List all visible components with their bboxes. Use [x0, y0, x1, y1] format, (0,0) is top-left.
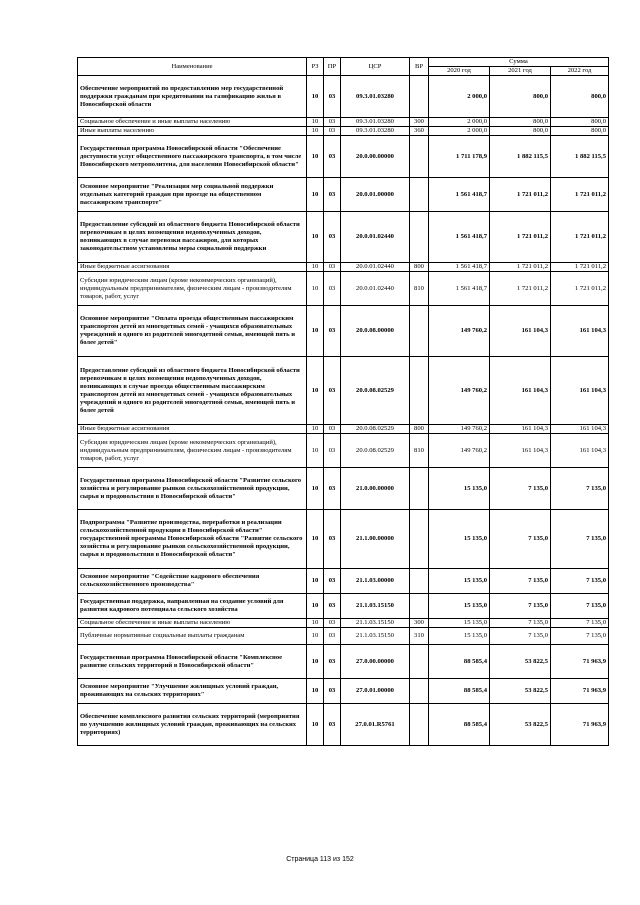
cell-name: Обеспечение мероприятий по предоставлению мер государственной поддержки гражданам при кредитовании на газификацию жилья в Новосибирской области — [78, 76, 307, 118]
cell-2021: 161 104,3 — [490, 434, 551, 468]
cell-2022: 161 104,3 — [551, 306, 609, 357]
cell-2021: 800,0 — [490, 76, 551, 118]
cell-csr: 20.0.01.02440 — [341, 212, 410, 263]
cell-rz: 10 — [307, 468, 324, 510]
cell-vr — [410, 306, 429, 357]
cell-2021: 161 104,3 — [490, 425, 551, 434]
table-row — [78, 127, 609, 136]
cell-csr: 20.0.01.00000 — [341, 178, 410, 212]
cell-2021: 800,0 — [490, 118, 551, 127]
cell-vr: 300 — [410, 619, 429, 628]
cell-2020: 1 561 418,7 — [429, 263, 490, 272]
cell-csr: 20.0.00.00000 — [341, 136, 410, 178]
cell-2022: 800,0 — [551, 76, 609, 118]
cell-rz: 10 — [307, 704, 324, 746]
table-row — [78, 357, 609, 425]
header-name: Наименование — [78, 58, 307, 76]
cell-2021: 7 135,0 — [490, 569, 551, 594]
cell-csr: 21.1.03.15150 — [341, 628, 410, 645]
cell-2022: 800,0 — [551, 118, 609, 127]
cell-vr: 810 — [410, 434, 429, 468]
cell-name: Иные бюджетные ассигнования — [78, 263, 307, 272]
table-row — [78, 468, 609, 510]
cell-name: Иные бюджетные ассигнования — [78, 425, 307, 434]
table-row — [78, 704, 609, 746]
cell-rz: 10 — [307, 569, 324, 594]
cell-2022: 7 135,0 — [551, 628, 609, 645]
cell-name: Субсидии юридическим лицам (кроме некоммерческих организаций), индивидуальным предпринимателям, физическим лицам - производителям товаров, работ, услуг — [78, 272, 307, 306]
cell-pr: 03 — [324, 136, 341, 178]
cell-vr — [410, 468, 429, 510]
header-sum: Сумма — [429, 58, 609, 67]
cell-2020: 149 760,2 — [429, 357, 490, 425]
cell-2021: 7 135,0 — [490, 628, 551, 645]
cell-csr: 09.3.01.03280 — [341, 118, 410, 127]
cell-rz: 10 — [307, 118, 324, 127]
cell-2020: 15 135,0 — [429, 468, 490, 510]
table-row — [78, 272, 609, 306]
cell-pr: 03 — [324, 357, 341, 425]
cell-pr: 03 — [324, 569, 341, 594]
cell-rz: 10 — [307, 679, 324, 704]
cell-csr: 20.0.08.00000 — [341, 306, 410, 357]
table-row — [78, 212, 609, 263]
cell-2020: 15 135,0 — [429, 594, 490, 619]
table-row — [78, 306, 609, 357]
cell-2021: 7 135,0 — [490, 468, 551, 510]
cell-name: Подпрограмма "Развитие производства, переработки и реализации сельскохозяйственной продукции в Новосибирской области" государственной программы Новосибирской области "Развитие сельского хозяйства и регулирование рынков сельскохозяйственной продукции, сырья и продовольствия в Новосибирской области" — [78, 510, 307, 569]
cell-2020: 88 585,4 — [429, 679, 490, 704]
cell-2022: 7 135,0 — [551, 569, 609, 594]
cell-2022: 161 104,3 — [551, 357, 609, 425]
cell-2022: 7 135,0 — [551, 468, 609, 510]
cell-2020: 15 135,0 — [429, 569, 490, 594]
cell-2020: 149 760,2 — [429, 425, 490, 434]
cell-vr — [410, 679, 429, 704]
cell-csr: 21.1.00.00000 — [341, 510, 410, 569]
cell-2020: 15 135,0 — [429, 628, 490, 645]
cell-csr: 27.0.01.R5761 — [341, 704, 410, 746]
cell-pr: 03 — [324, 263, 341, 272]
cell-rz: 10 — [307, 645, 324, 679]
cell-2021: 1 882 115,5 — [490, 136, 551, 178]
cell-csr: 20.0.01.02440 — [341, 263, 410, 272]
table-row — [78, 594, 609, 619]
cell-csr: 09.3.01.03280 — [341, 76, 410, 118]
cell-2022: 1 721 011,2 — [551, 178, 609, 212]
table-row — [78, 178, 609, 212]
table-row — [78, 76, 609, 118]
cell-2020: 2 000,0 — [429, 76, 490, 118]
cell-2022: 1 721 011,2 — [551, 263, 609, 272]
cell-2022: 7 135,0 — [551, 510, 609, 569]
cell-pr: 03 — [324, 76, 341, 118]
cell-2022: 1 882 115,5 — [551, 136, 609, 178]
cell-2020: 1 561 418,7 — [429, 212, 490, 263]
cell-2022: 71 963,9 — [551, 704, 609, 746]
cell-pr: 03 — [324, 645, 341, 679]
cell-vr: 300 — [410, 118, 429, 127]
cell-name: Иные выплаты населению — [78, 127, 307, 136]
cell-vr: 810 — [410, 272, 429, 306]
cell-2021: 7 135,0 — [490, 619, 551, 628]
cell-2021: 800,0 — [490, 127, 551, 136]
cell-csr: 21.0.00.00000 — [341, 468, 410, 510]
cell-rz: 10 — [307, 212, 324, 263]
cell-2020: 2 000,0 — [429, 118, 490, 127]
cell-rz: 10 — [307, 263, 324, 272]
table-row — [78, 425, 609, 434]
table-row — [78, 679, 609, 704]
cell-vr — [410, 178, 429, 212]
cell-2022: 1 721 011,2 — [551, 272, 609, 306]
cell-name: Основное мероприятие "Содействие кадрового обеспечения сельскохозяйственного производства" — [78, 569, 307, 594]
cell-vr: 310 — [410, 628, 429, 645]
cell-rz: 10 — [307, 628, 324, 645]
cell-csr: 20.0.08.02529 — [341, 357, 410, 425]
table-row — [78, 510, 609, 569]
cell-pr: 03 — [324, 468, 341, 510]
cell-name: Предоставление субсидий из областного бюджета Новосибирской области перевозчикам в целях возмещения недополученных доходов, возникающих в случае проезда общественным пассажирским транспортом детей из многодетных семей - учащихся образовательных учреждений и одного из родителей многодетной семьи, имеющей пять и более детей — [78, 357, 307, 425]
cell-2021: 1 721 011,2 — [490, 272, 551, 306]
header-csr: ЦСР — [341, 58, 410, 76]
cell-csr: 27.0.00.00000 — [341, 645, 410, 679]
table-body — [78, 76, 609, 746]
cell-2022: 161 104,3 — [551, 425, 609, 434]
cell-2020: 1 711 178,9 — [429, 136, 490, 178]
cell-name: Основное мероприятие "Улучшение жилищных условий граждан, проживающих на сельских территориях" — [78, 679, 307, 704]
header-2020: 2020 год — [429, 67, 490, 76]
cell-pr: 03 — [324, 434, 341, 468]
cell-pr: 03 — [324, 704, 341, 746]
cell-pr: 03 — [324, 118, 341, 127]
table-row — [78, 569, 609, 594]
cell-2020: 88 585,4 — [429, 704, 490, 746]
cell-vr — [410, 212, 429, 263]
cell-csr: 21.1.03.15150 — [341, 619, 410, 628]
cell-2022: 71 963,9 — [551, 645, 609, 679]
cell-csr: 20.0.08.02529 — [341, 425, 410, 434]
cell-vr — [410, 704, 429, 746]
cell-2021: 1 721 011,2 — [490, 212, 551, 263]
header-2022: 2022 год — [551, 67, 609, 76]
cell-csr: 27.0.01.00000 — [341, 679, 410, 704]
cell-vr: 800 — [410, 425, 429, 434]
cell-2022: 71 963,9 — [551, 679, 609, 704]
cell-csr: 09.3.01.03280 — [341, 127, 410, 136]
cell-rz: 10 — [307, 178, 324, 212]
table-row — [78, 263, 609, 272]
cell-rz: 10 — [307, 272, 324, 306]
cell-2020: 149 760,2 — [429, 434, 490, 468]
cell-rz: 10 — [307, 76, 324, 118]
cell-vr — [410, 510, 429, 569]
cell-name: Основное мероприятие "Реализация мер социальной поддержки отдельных категорий граждан при проезде на общественном пассажирском транспорте" — [78, 178, 307, 212]
cell-name: Государственная программа Новосибирской области "Обеспечение доступности услуг общественного пассажирского транспорта, в том числе Новосибирского метрополитена, для населения Новосибирской области" — [78, 136, 307, 178]
cell-name: Государственная поддержка, направленная на создание условий для развития кадрового потенциала сельского хозяйства — [78, 594, 307, 619]
cell-2021: 53 822,5 — [490, 645, 551, 679]
cell-2021: 53 822,5 — [490, 704, 551, 746]
cell-name: Обеспечение комплексного развития сельских территорий (мероприятия по улучшению жилищных условий граждан, проживающих на сельских территориях) — [78, 704, 307, 746]
cell-name: Публичные нормативные социальные выплаты гражданам — [78, 628, 307, 645]
header-vr: ВР — [410, 58, 429, 76]
cell-2022: 7 135,0 — [551, 619, 609, 628]
cell-vr — [410, 594, 429, 619]
cell-pr: 03 — [324, 425, 341, 434]
cell-rz: 10 — [307, 425, 324, 434]
cell-pr: 03 — [324, 619, 341, 628]
cell-csr: 21.1.03.00000 — [341, 569, 410, 594]
header-rz: РЗ — [307, 58, 324, 76]
cell-2020: 2 000,0 — [429, 127, 490, 136]
cell-vr: 360 — [410, 127, 429, 136]
cell-pr: 03 — [324, 510, 341, 569]
cell-rz: 10 — [307, 510, 324, 569]
cell-name: Социальное обеспечение и иные выплаты населению — [78, 619, 307, 628]
page-number: Страница 113 из 152 — [286, 856, 354, 863]
cell-2021: 1 721 011,2 — [490, 178, 551, 212]
cell-name: Основное мероприятие "Оплата проезда общественным пассажирским транспортом детей из многодетных семей - учащихся образовательных учреждений и одного из родителей многодетной семьи, имеющей пять и более детей" — [78, 306, 307, 357]
cell-csr: 21.1.03.15150 — [341, 594, 410, 619]
header-pr: ПР — [324, 58, 341, 76]
cell-vr — [410, 76, 429, 118]
budget-table — [77, 57, 609, 746]
cell-rz: 10 — [307, 594, 324, 619]
cell-csr: 20.0.01.02440 — [341, 272, 410, 306]
cell-vr — [410, 569, 429, 594]
cell-name: Государственная программа Новосибирской области "Комплексное развитие сельских территорий в Новосибирской области" — [78, 645, 307, 679]
cell-name: Социальное обеспечение и иные выплаты населению — [78, 118, 307, 127]
cell-pr: 03 — [324, 272, 341, 306]
cell-pr: 03 — [324, 127, 341, 136]
cell-csr: 20.0.08.02529 — [341, 434, 410, 468]
cell-2022: 161 104,3 — [551, 434, 609, 468]
cell-rz: 10 — [307, 306, 324, 357]
table-row — [78, 434, 609, 468]
cell-pr: 03 — [324, 306, 341, 357]
cell-pr: 03 — [324, 178, 341, 212]
cell-2020: 15 135,0 — [429, 510, 490, 569]
cell-2021: 7 135,0 — [490, 510, 551, 569]
cell-2020: 1 561 418,7 — [429, 178, 490, 212]
cell-2020: 149 760,2 — [429, 306, 490, 357]
cell-rz: 10 — [307, 619, 324, 628]
cell-pr: 03 — [324, 594, 341, 619]
cell-pr: 03 — [324, 628, 341, 645]
cell-2021: 53 822,5 — [490, 679, 551, 704]
cell-name: Субсидии юридическим лицам (кроме некоммерческих организаций), индивидуальным предпринимателям, физическим лицам - производителям товаров, работ, услуг — [78, 434, 307, 468]
cell-2021: 1 721 011,2 — [490, 263, 551, 272]
cell-vr — [410, 357, 429, 425]
cell-rz: 10 — [307, 136, 324, 178]
cell-2022: 800,0 — [551, 127, 609, 136]
cell-2022: 1 721 011,2 — [551, 212, 609, 263]
cell-vr — [410, 645, 429, 679]
table-row — [78, 628, 609, 645]
cell-vr: 800 — [410, 263, 429, 272]
cell-2021: 161 104,3 — [490, 306, 551, 357]
cell-rz: 10 — [307, 127, 324, 136]
header-2021: 2021 год — [490, 67, 551, 76]
cell-name: Предоставление субсидий из областного бюджета Новосибирской области перевозчикам в целях возмещения недополученных доходов, возникающих в случае перевозки пассажиров, для которых законодательством установлены меры социальной поддержки — [78, 212, 307, 263]
cell-2020: 15 135,0 — [429, 619, 490, 628]
cell-rz: 10 — [307, 434, 324, 468]
cell-pr: 03 — [324, 679, 341, 704]
cell-2021: 7 135,0 — [490, 594, 551, 619]
cell-vr — [410, 136, 429, 178]
table-row — [78, 645, 609, 679]
cell-pr: 03 — [324, 212, 341, 263]
table-row — [78, 619, 609, 628]
cell-2022: 7 135,0 — [551, 594, 609, 619]
table-row — [78, 118, 609, 127]
cell-rz: 10 — [307, 357, 324, 425]
cell-2021: 161 104,3 — [490, 357, 551, 425]
cell-name: Государственная программа Новосибирской области "Развитие сельского хозяйства и регулирование рынков сельскохозяйственной продукции, сырья и продовольствия в Новосибирской области" — [78, 468, 307, 510]
cell-2020: 88 585,4 — [429, 645, 490, 679]
cell-2020: 1 561 418,7 — [429, 272, 490, 306]
table-row — [78, 136, 609, 178]
